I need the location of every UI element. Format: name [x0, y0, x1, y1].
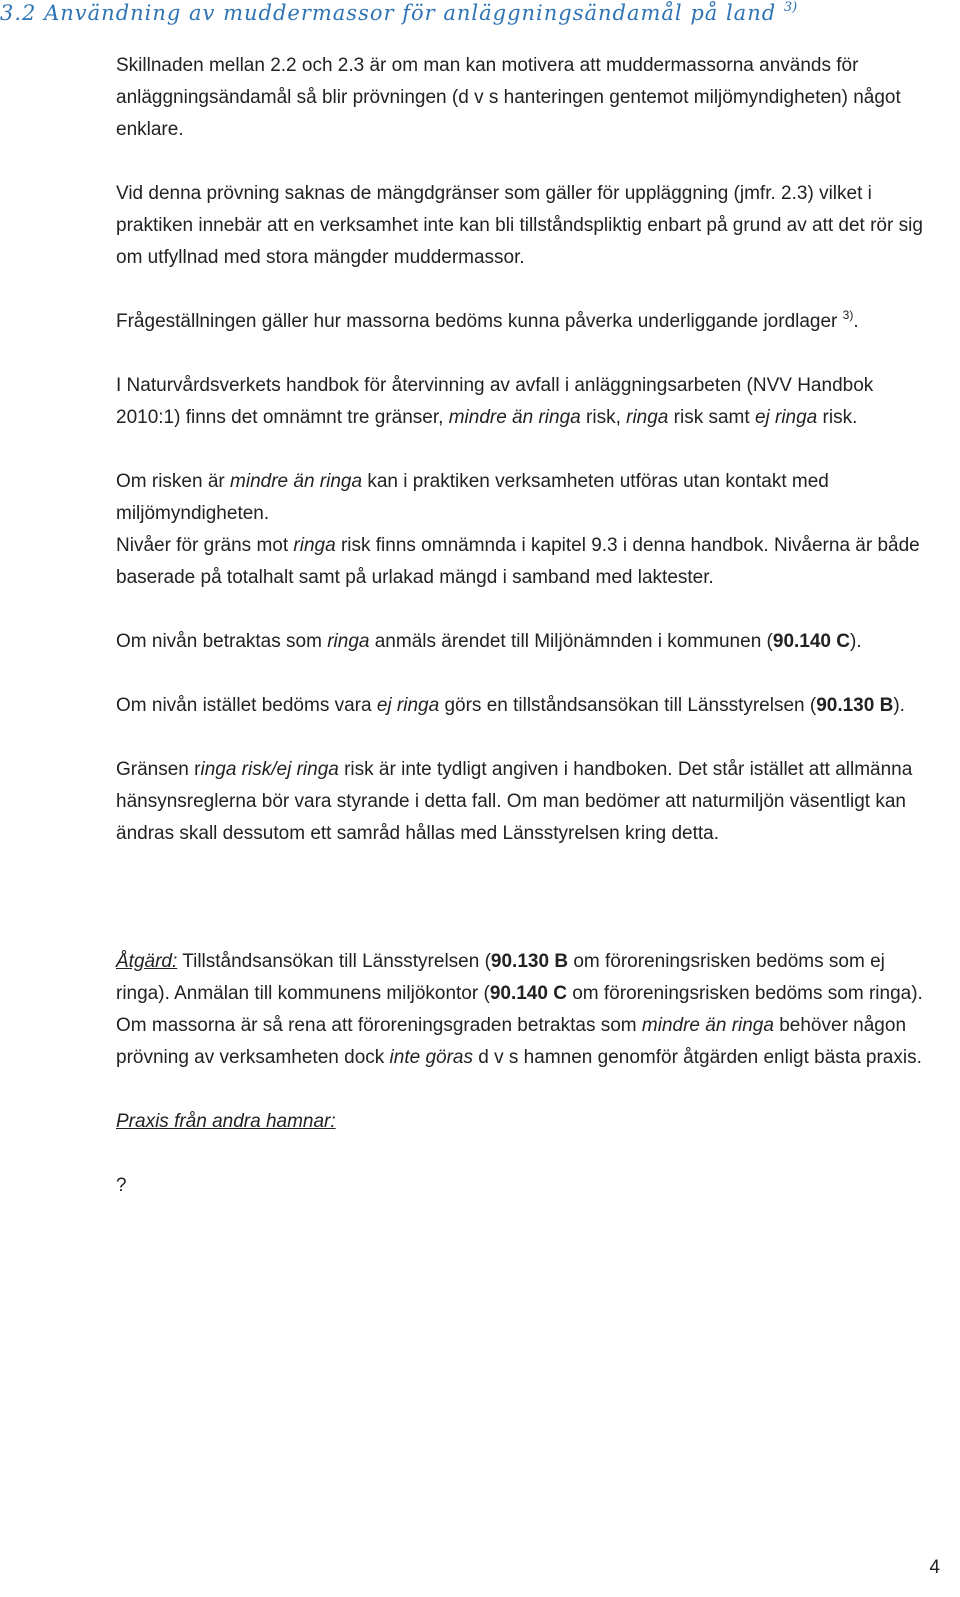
code-90-130-b: 90.130 B: [816, 695, 894, 716]
paragraph-minor-risk: Om risken är mindre än ringa kan i praktiken verksamheten utföras utan kontakt med miljömyndigheten.: [116, 471, 829, 524]
section-heading: [0, 0, 797, 25]
document-body: [116, 50, 932, 1234]
paragraph-permit: Om nivån istället bedöms vara ej ringa görs en tillståndsansökan till Länsstyrelsen (90.130 B).: [116, 695, 905, 716]
paragraph-levels: Nivåer för gräns mot ringa risk finns omnämnda i kapitel 9.3 i denna handbok. Nivåerna är både baserade på totalhalt samt på urlakad mängd i samband med laktester.: [116, 535, 920, 588]
section-title: Användning av muddermassor för anläggningsändamål på land: [44, 1, 777, 25]
section-reference: 3): [783, 0, 798, 15]
page-number: 4: [929, 1557, 940, 1578]
paragraph-question: Frågeställningen gäller hur massorna bedöms kunna påverka underliggande jordlager $^{3)}$.: [116, 308, 859, 332]
paragraph-action: Åtgärd: Tillståndsansökan till Länsstyrelsen (90.130 B om föroreningsrisken bedöms som ej ringa). Anmälan till kommunens miljökontor (90.140 C om föroreningsrisken bedöms som ringa). Om massorna är så rena att föroreningsgraden betraktas som mindre än ringa behöver någon prövning av verksamheten dock inte göras d v s hamnen genomför åtgärden enligt bästa praxis.: [116, 951, 923, 1068]
paragraph-notification: Om nivån betraktas som ringa anmäls ärendet till Miljönämnden i kommunen (90.140 C).: [116, 631, 862, 652]
subheading-practice: Praxis från andra hamnar:: [116, 1111, 336, 1132]
paragraph-boundary: Gränsen ringa risk/ej ringa risk är inte tydligt angiven i handboken. Det står istället att allmänna hänsynsreglerna bör vara styrande i detta fall. Om man bedömer att naturmiljön väsentligt kan ändras skall dessutom ett samråd hållas med Länsstyrelsen kring detta.: [116, 759, 913, 844]
paragraph-quantity-limits: Vid denna prövning saknas de mängdgränser som gäller för uppläggning (jmfr. 2.3) vilket i praktiken innebär att en verksamhet inte kan bli tillståndspliktig enbart på grund av att det rör sig om utfyllnad med stora mängder muddermassor.: [116, 183, 923, 268]
paragraph-nvv-handbook: I Naturvårdsverkets handbok för återvinning av avfall i anläggningsarbeten (NVV Handbok 2010:1) finns det omnämnt tre gränser, mindre än ringa risk, ringa risk samt ej ringa risk.: [116, 375, 874, 428]
section-number: 3.2: [0, 1, 37, 25]
paragraph-intro: Skillnaden mellan 2.2 och 2.3 är om man kan motivera att muddermassorna används för anläggningsändamål så blir prövningen (d v s hanteringen gentemot miljömyndigheten) något enklare.: [116, 55, 901, 140]
paragraph-question-mark: ?: [116, 1175, 127, 1196]
footnote-reference: 3): [842, 308, 854, 322]
action-label: Åtgärd:: [116, 951, 178, 972]
code-90-140-c: 90.140 C: [772, 631, 850, 652]
paragraph-question-text: Frågeställningen gäller hur massorna bedöms kunna påverka underliggande jordlager: [116, 311, 838, 332]
